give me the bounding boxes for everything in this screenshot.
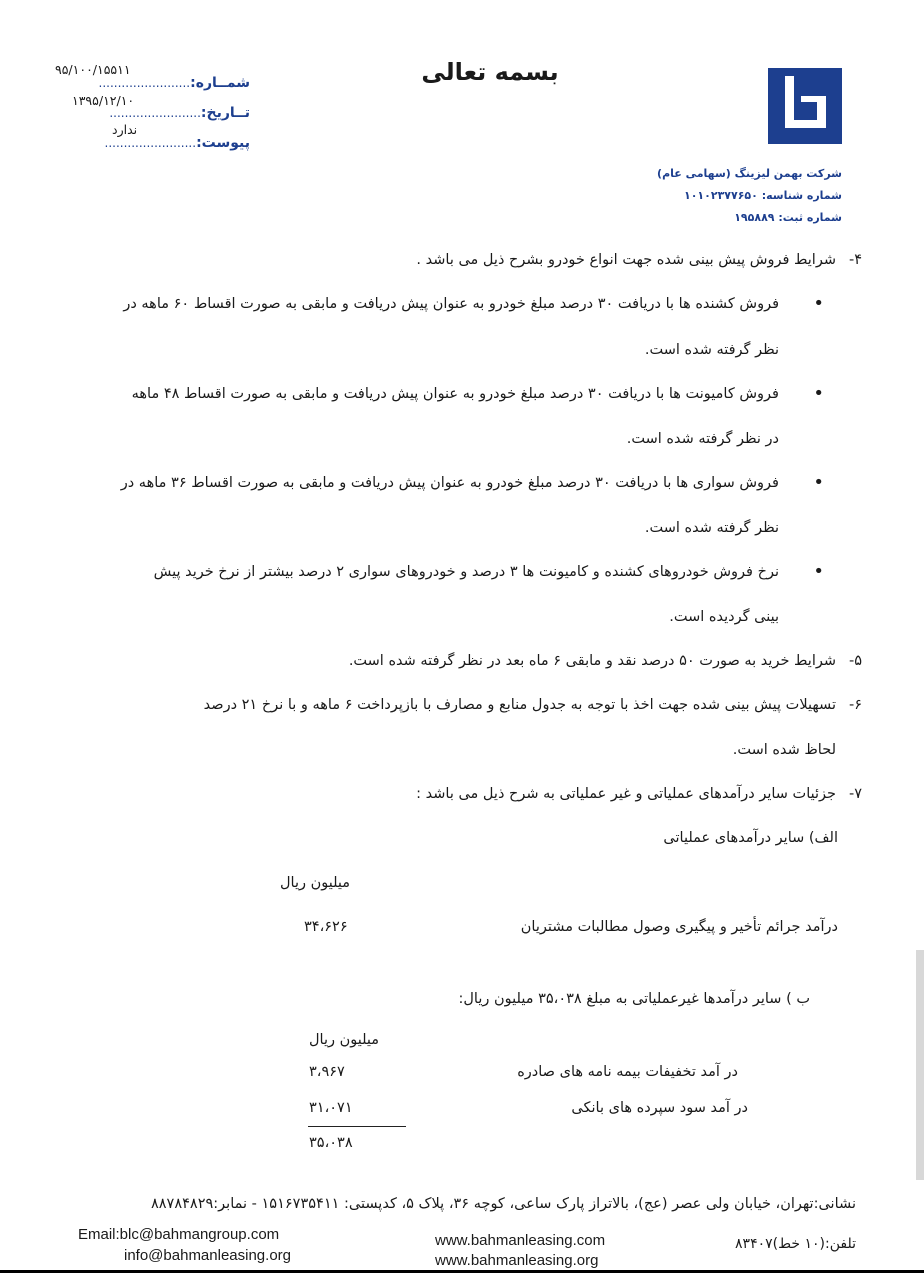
item-4-text: شرایط فروش پیش بینی شده جهت انواع خودرو بشرح ذیل می باشد . <box>416 252 836 268</box>
company-logo <box>768 68 842 144</box>
total-divider <box>308 1126 406 1127</box>
page-heading: بسمه تعالی <box>421 58 559 86</box>
letter-attachment-value: ندارد <box>112 122 138 137</box>
section-b-unit: میلیون ریال <box>309 1032 380 1048</box>
section-b-row1-label: در آمد تخفیفات بیمه نامه های صادره <box>517 1064 738 1080</box>
item-6-number: ۶- <box>848 697 862 713</box>
letter-number-value: ۹۵/۱۰۰/۱۵۵۱۱ <box>55 62 131 77</box>
section-b-row1-value: ۳،۹۶۷ <box>309 1064 345 1080</box>
bullet-3-icon: • <box>813 472 824 493</box>
letter-date-dots: ........................ <box>109 106 201 120</box>
bullet-2-line1: فروش کامیونت ها با دریافت ۳۰ درصد مبلغ خودرو به عنوان پیش دریافت و مابقی به صورت اقساط ۴۸ ماهه <box>131 386 779 402</box>
letter-number-dots: ........................ <box>98 76 191 90</box>
bullet-1-line2: نظر گرفته شده است. <box>644 342 779 358</box>
footer-website-2: www.bahmanleasing.org <box>435 1252 599 1269</box>
letter-date-value: ۱۳۹۵/۱۲/۱۰ <box>72 93 135 108</box>
item-5-text: شرایط خرید به صورت ۵۰ درصد نقد و مابقی ۶ ماه بعد در نظر گرفته شده است. <box>348 653 836 669</box>
item-6-line1: تسهیلات پیش بینی شده جهت اخذ با توجه به جدول منابع و مصارف با بازپرداخت ۶ ماهه و با نرخ ۲۱ درصد <box>203 697 836 713</box>
section-b-row2-label: در آمد سود سپرده های بانکی <box>571 1100 748 1116</box>
letter-date-row <box>90 102 250 121</box>
section-b-total: ۳۵،۰۳۸ <box>309 1135 353 1151</box>
letter-attachment-label: پیوست: <box>196 135 250 151</box>
letter-number-label: شمــاره: <box>190 75 250 91</box>
item-4-number: ۴- <box>848 252 862 268</box>
bullet-4-icon: • <box>813 561 824 582</box>
section-a-title: الف) سایر درآمدهای عملیاتی <box>663 830 838 846</box>
section-a-label: درآمد جرائم تأخیر و پیگیری وصول مطالبات مشتریان <box>520 919 838 935</box>
company-name: شرکت بهمن لیزینگ (سهامی عام) <box>657 167 842 180</box>
footer-phone: تلفن:(۱۰ خط)۸۳۴۰۷ <box>735 1236 856 1252</box>
footer-email-2: info@bahmanleasing.org <box>124 1247 291 1264</box>
bullet-3-line2: نظر گرفته شده است. <box>644 520 779 536</box>
section-a-value: ۳۴،۶۲۶ <box>304 919 348 935</box>
item-7-text: جزئیات سایر درآمدهای عملیاتی و غیر عملیاتی به شرح ذیل می باشد : <box>416 786 836 802</box>
company-national-id: شماره شناسه: ۱۰۱۰۲۳۷۷۶۵۰ <box>684 189 842 202</box>
letter-attachment-row <box>90 132 250 151</box>
letter-date-label: تــاریخ: <box>200 105 250 121</box>
bullet-1-icon: • <box>813 293 824 314</box>
bullet-1-line1: فروش کشنده ها با دریافت ۳۰ درصد مبلغ خودرو به عنوان پیش دریافت و مابقی به صورت اقساط ۶۰ ماهه در <box>123 296 779 312</box>
company-registration: شماره ثبت: ۱۹۵۸۸۹ <box>734 211 842 224</box>
letter-number-row <box>90 72 250 91</box>
company-info <box>657 163 842 229</box>
section-b-row2-value: ۳۱،۰۷۱ <box>309 1100 353 1116</box>
section-b-title: ب ) سایر درآمدها غیرعملیاتی به مبلغ ۳۵،۰۳۸ میلیون ریال: <box>458 991 810 1007</box>
bullet-3-line1: فروش سواری ها با دریافت ۳۰ درصد مبلغ خودرو به عنوان پیش دریافت و مابقی به صورت اقساط ۳۶ ماهه در <box>120 475 779 491</box>
letter-attachment-dots: ........................ <box>104 136 197 150</box>
bullet-2-icon: • <box>813 383 824 404</box>
footer-website-1: www.bahmanleasing.com <box>435 1232 606 1249</box>
bullet-2-line2: در نظر گرفته شده است. <box>626 431 779 447</box>
bullet-4-line2: بینی گردیده است. <box>669 609 779 625</box>
footer-email-1: Email:blc@bahmangroup.com <box>78 1226 280 1243</box>
item-6-line2: لحاظ شده است. <box>732 742 836 758</box>
section-a-unit: میلیون ریال <box>280 875 351 891</box>
scan-edge <box>916 950 924 1180</box>
item-5-number: ۵- <box>848 653 862 669</box>
logo-mark-icon <box>768 68 842 144</box>
footer-address: نشانی:تهران، خیابان ولی عصر (عج)، بالاتراز پارک ساعی، کوچه ۳۶، پلاک ۵، کدپستی: ۱۵۱۶۷۳۵۴۱۱ - نمابر:۸۸۷۸۴۸۲۹ <box>150 1196 856 1212</box>
footer-divider <box>0 1270 924 1273</box>
item-7-number: ۷- <box>848 786 862 802</box>
bullet-4-line1: نرخ فروش خودروهای کشنده و کامیونت ها ۳ درصد و خودروهای سواری ۲ درصد بیشتر از نرخ خرید پیش <box>153 564 779 580</box>
